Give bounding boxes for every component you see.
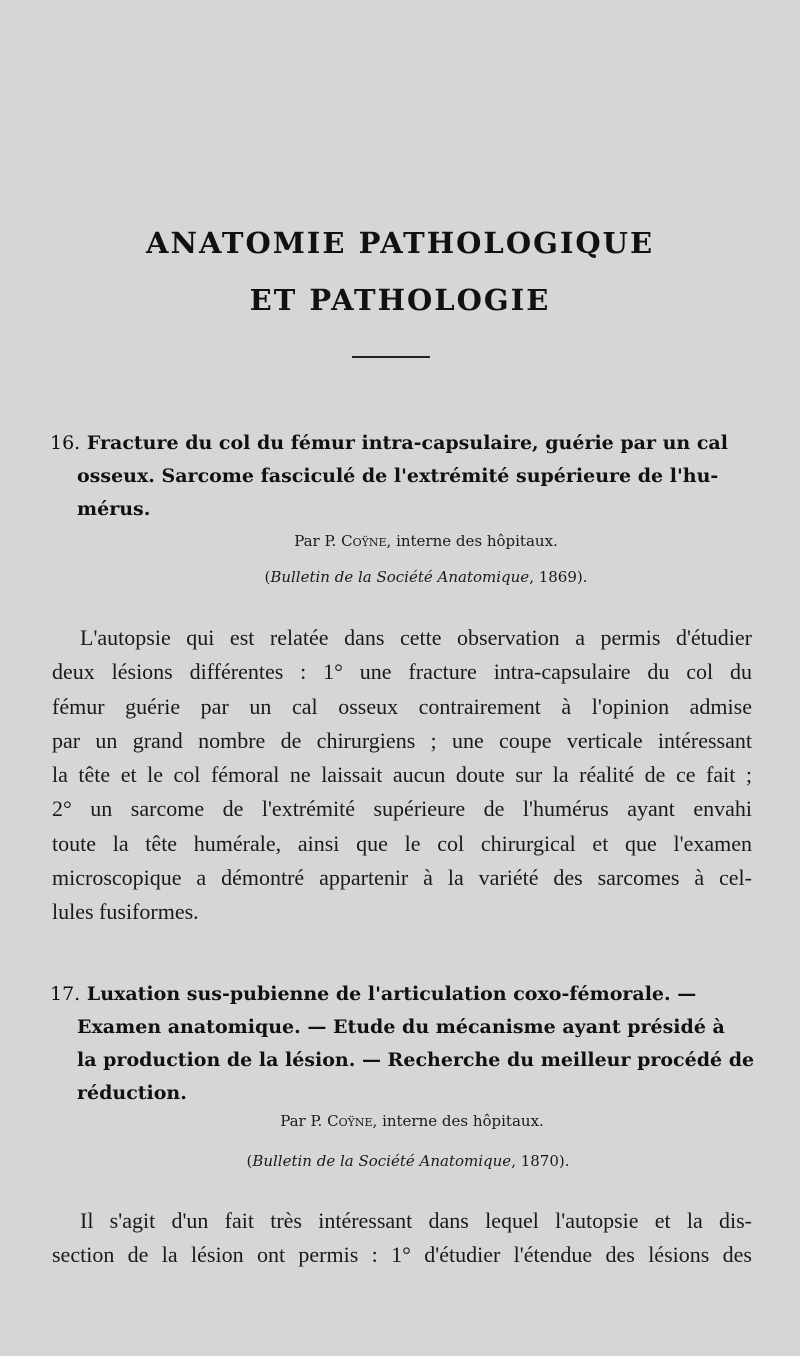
- article-17-byline-prefix: Par P.: [280, 1112, 323, 1130]
- article-16-title-line-2: osseux. Sarcome fasciculé de l'extrémité supérieure de l'hu-: [77, 465, 719, 487]
- article-16-byline-prefix: Par P.: [294, 532, 337, 550]
- article-16-source-title: Bulletin de la Société Anatomique: [270, 568, 530, 586]
- article-16-byline: [0, 532, 800, 550]
- article-17-source-close: , 1870).: [511, 1152, 570, 1170]
- article-16-title-line-1: [50, 427, 762, 460]
- paragraph-line: toute la tête humérale, ainsi que le col chirurgical et que l'examen: [52, 830, 752, 856]
- article-17-title-line-2: Examen anatomique. — Etude du mécanisme ayant présidé à: [77, 1016, 725, 1038]
- paragraph-line: deux lésions différentes : 1° une fracture intra-capsulaire du col du: [52, 659, 752, 685]
- article-17-source: [0, 1152, 800, 1170]
- article-16-title: [50, 427, 762, 526]
- article-17-number: 17.: [50, 983, 81, 1005]
- article-17-paragraph: [52, 1204, 752, 1273]
- article-16-byline-suffix: interne des hôpitaux.: [396, 532, 558, 550]
- article-17-source-open: (: [246, 1152, 253, 1170]
- article-16-author: Coÿne,: [341, 532, 392, 550]
- article-16-source-close: , 1869).: [529, 568, 588, 586]
- paragraph-line: Il s'agit d'un fait très intéressant dans lequel l'autopsie et la dis-: [80, 1208, 752, 1233]
- article-17-source-title: Bulletin de la Société Anatomique: [252, 1152, 512, 1170]
- heading-divider: [352, 356, 430, 358]
- paragraph-line: la tête et le col fémoral ne laissait aucun doute sur la réalité de ce fait ;: [52, 762, 752, 788]
- paragraph-line: fémur guérie par un cal osseux contrairement à l'opinion admise: [52, 693, 752, 719]
- article-16-paragraph: [52, 621, 752, 930]
- article-16-title-text-1: Fracture du col du fémur intra-capsulaire, guérie par un cal: [86, 432, 728, 454]
- article-17-byline-suffix: interne des hôpitaux.: [382, 1112, 544, 1130]
- article-17-title-line-1: [50, 978, 762, 1011]
- article-16-source: [0, 568, 800, 586]
- paragraph-line: par un grand nombre de chirurgiens ; une coupe verticale intéressant: [52, 727, 752, 753]
- section-heading-line-1: ANATOMIE PATHOLOGIQUE: [145, 226, 655, 260]
- paragraph-line: 2° un sarcome de l'extrémité supérieure de l'humérus ayant envahi: [52, 796, 752, 822]
- article-17-title-line-4: réduction.: [77, 1082, 187, 1104]
- paragraph-line: section de la lésion ont permis : 1° d'étudier l'étendue des lésions des: [52, 1242, 752, 1268]
- paragraph-line: L'autopsie qui est relatée dans cette observation a permis d'étudier: [80, 625, 752, 650]
- section-heading-line-2: ET PATHOLOGIE: [249, 283, 551, 317]
- paragraph-line: microscopique a démontré appartenir à la variété des sarcomes à cel-: [52, 865, 752, 891]
- article-17-title-line-3: la production de la lésion. — Recherche du meilleur procédé de: [77, 1049, 755, 1071]
- article-16-source-open: (: [264, 568, 271, 586]
- article-16-number: 16.: [50, 432, 81, 454]
- article-17-byline: [0, 1112, 800, 1130]
- article-17-author: Coÿne,: [327, 1112, 378, 1130]
- article-17-title-text-1: Luxation sus-pubienne de l'articulation coxo-fémorale. —: [86, 983, 697, 1005]
- article-16-title-line-3: mérus.: [77, 498, 151, 520]
- article-17-title: [50, 978, 762, 1110]
- paragraph-line: lules fusiformes.: [52, 899, 199, 925]
